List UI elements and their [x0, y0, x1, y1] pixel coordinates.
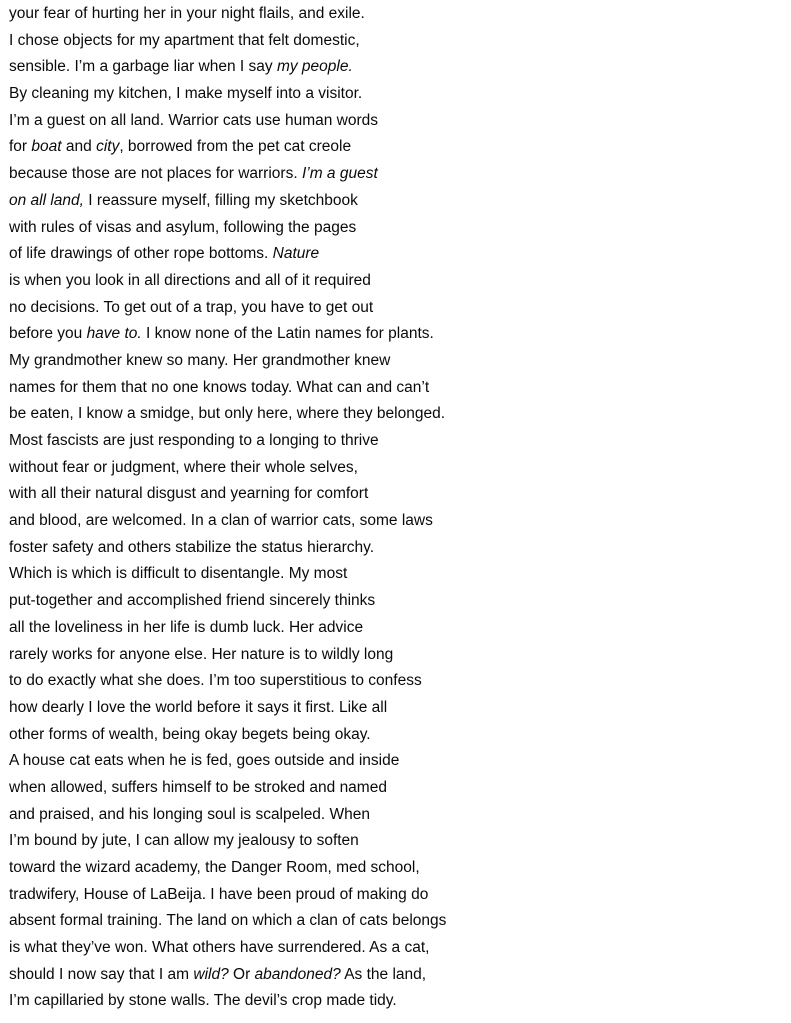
- poem-line: [9, 695, 649, 722]
- poem-line: [9, 642, 649, 669]
- poem-text: when allowed, suffers himself to be stroked and named: [9, 778, 387, 796]
- poem-text-italic: abandoned?: [254, 965, 341, 983]
- poem-text: other forms of wealth, being okay begets being okay.: [9, 725, 371, 743]
- poem-line: [9, 401, 649, 428]
- poem-text: I reassure myself, filling my sketchbook: [83, 191, 358, 209]
- poem-text: I know none of the Latin names for plants.: [141, 325, 434, 343]
- poem-text: A house cat eats when he is fed, goes outside and inside: [9, 752, 400, 770]
- poem-line: [9, 428, 649, 455]
- poem-text: your fear of hurting her in your night flails, and exile.: [9, 5, 365, 22]
- poem-text: of life drawings of other rope bottoms.: [9, 245, 273, 263]
- poem-text: Which is which is difficult to disentangle. My most: [9, 565, 348, 583]
- poem-text: be eaten, I know a smidge, but only here, where they belonged.: [9, 405, 446, 423]
- poem-text: for: [9, 138, 32, 156]
- poem-text-italic: on all land,: [9, 191, 84, 209]
- poem-line: [9, 775, 649, 802]
- poem-line: [9, 588, 649, 615]
- poem-text: should I now say that I am: [9, 965, 194, 983]
- poem-line: [9, 81, 649, 108]
- poem-line: [9, 108, 649, 135]
- poem-line: [9, 295, 649, 322]
- poem-text: and: [61, 138, 97, 156]
- poem-line: [9, 455, 649, 482]
- poem-text: By cleaning my kitchen, I make myself into a visitor.: [9, 85, 363, 103]
- poem-text: all the loveliness in her life is dumb luck. Her advice: [9, 618, 364, 636]
- poem-line: [9, 28, 649, 55]
- poem-text: Most fascists are just responding to a longing to thrive: [9, 432, 379, 449]
- poem-text: rarely works for anyone else. Her nature is to wildly long: [9, 645, 394, 663]
- poem-text: no decisions. To get out of a trap, you have to get out: [9, 298, 374, 316]
- poem-text: names for them that no one knows today. What can and can’t: [9, 378, 430, 396]
- poem-text: because those are not places for warriors.: [9, 165, 302, 183]
- poem-line: [9, 535, 649, 562]
- poem-text: put-together and accomplished friend sincerely thinks: [9, 592, 376, 610]
- poem-line: [9, 748, 649, 775]
- poem-line: [9, 161, 649, 188]
- poem-text: toward the wizard academy, the Danger Room, med school,: [9, 859, 420, 876]
- poem-text: is what they’ve won. What others have surrendered. As a cat,: [9, 939, 430, 957]
- poem-text-italic: boat: [31, 138, 62, 156]
- poem-text: tradwifery, House of LaBeija. I have been proud of making do: [9, 885, 429, 903]
- poem-text-italic: wild?: [193, 965, 229, 983]
- poem-line: [9, 722, 649, 749]
- poem-text: , borrowed from the pet cat creole: [119, 138, 352, 156]
- poem-text: how dearly I love the world before it says it first. Like all: [9, 698, 388, 716]
- poem-line: [9, 988, 649, 1015]
- poem: [9, 1, 649, 1015]
- poem-line: [9, 134, 649, 161]
- poem-line: [9, 615, 649, 642]
- poem-text: I’m capillaried by stone walls. The devil’s crop made tidy.: [9, 992, 397, 1010]
- poem-line: [9, 241, 649, 268]
- poem-line: [9, 54, 649, 81]
- poem-line: [9, 508, 649, 535]
- poem-text-italic: Nature: [272, 245, 320, 263]
- poem-line: [9, 268, 649, 295]
- poem-line: [9, 908, 649, 935]
- poem-text: before you: [9, 325, 87, 343]
- poem-line: [9, 561, 649, 588]
- poem-text: Or: [228, 965, 255, 983]
- poem-line: [9, 828, 649, 855]
- poem-text: and praised, and his longing soul is scalpeled. When: [9, 805, 371, 823]
- poem-line: [9, 802, 649, 829]
- poem-line: [9, 1, 649, 28]
- poem-text: and blood, are welcomed. In a clan of warrior cats, some laws: [9, 512, 433, 530]
- poem-text: without fear or judgment, where their whole selves,: [9, 458, 358, 476]
- poem-text-italic: have to.: [86, 325, 142, 343]
- poem-text: to do exactly what she does. I’m too superstitious to confess: [9, 672, 422, 690]
- poem-line: [9, 962, 649, 989]
- poem-line: [9, 375, 649, 402]
- poem-text-italic: city: [96, 138, 120, 156]
- poem-text: My grandmother knew so many. Her grandmother knew: [9, 351, 391, 369]
- poem-line: [9, 935, 649, 962]
- poem-line: [9, 882, 649, 909]
- poem-text: foster safety and others stabilize the status hierarchy.: [9, 538, 375, 556]
- poem-text: with rules of visas and asylum, following the pages: [9, 218, 357, 236]
- poem-text: I chose objects for my apartment that felt domestic,: [9, 31, 360, 49]
- poem-line: [9, 188, 649, 215]
- poem-text: As the land,: [340, 965, 427, 983]
- poem-text: with all their natural disgust and yearning for comfort: [9, 485, 369, 503]
- poem-text-italic: my people.: [276, 58, 353, 76]
- poem-line: [9, 481, 649, 508]
- poem-line: [9, 855, 649, 882]
- poem-text: absent formal training. The land on which a clan of cats belongs: [9, 912, 447, 930]
- poem-text: sensible. I’m a garbage liar when I say: [9, 58, 277, 76]
- poem-line: [9, 321, 649, 348]
- poem-text: I’m bound by jute, I can allow my jealousy to soften: [9, 832, 359, 850]
- poem-text: I’m a guest on all land. Warrior cats use human words: [9, 111, 379, 129]
- poem-line: [9, 215, 649, 242]
- poem-text-italic: I’m a guest: [301, 165, 378, 183]
- poem-line: [9, 348, 649, 375]
- poem-text: is when you look in all directions and all of it required: [9, 271, 371, 289]
- poem-line: [9, 668, 649, 695]
